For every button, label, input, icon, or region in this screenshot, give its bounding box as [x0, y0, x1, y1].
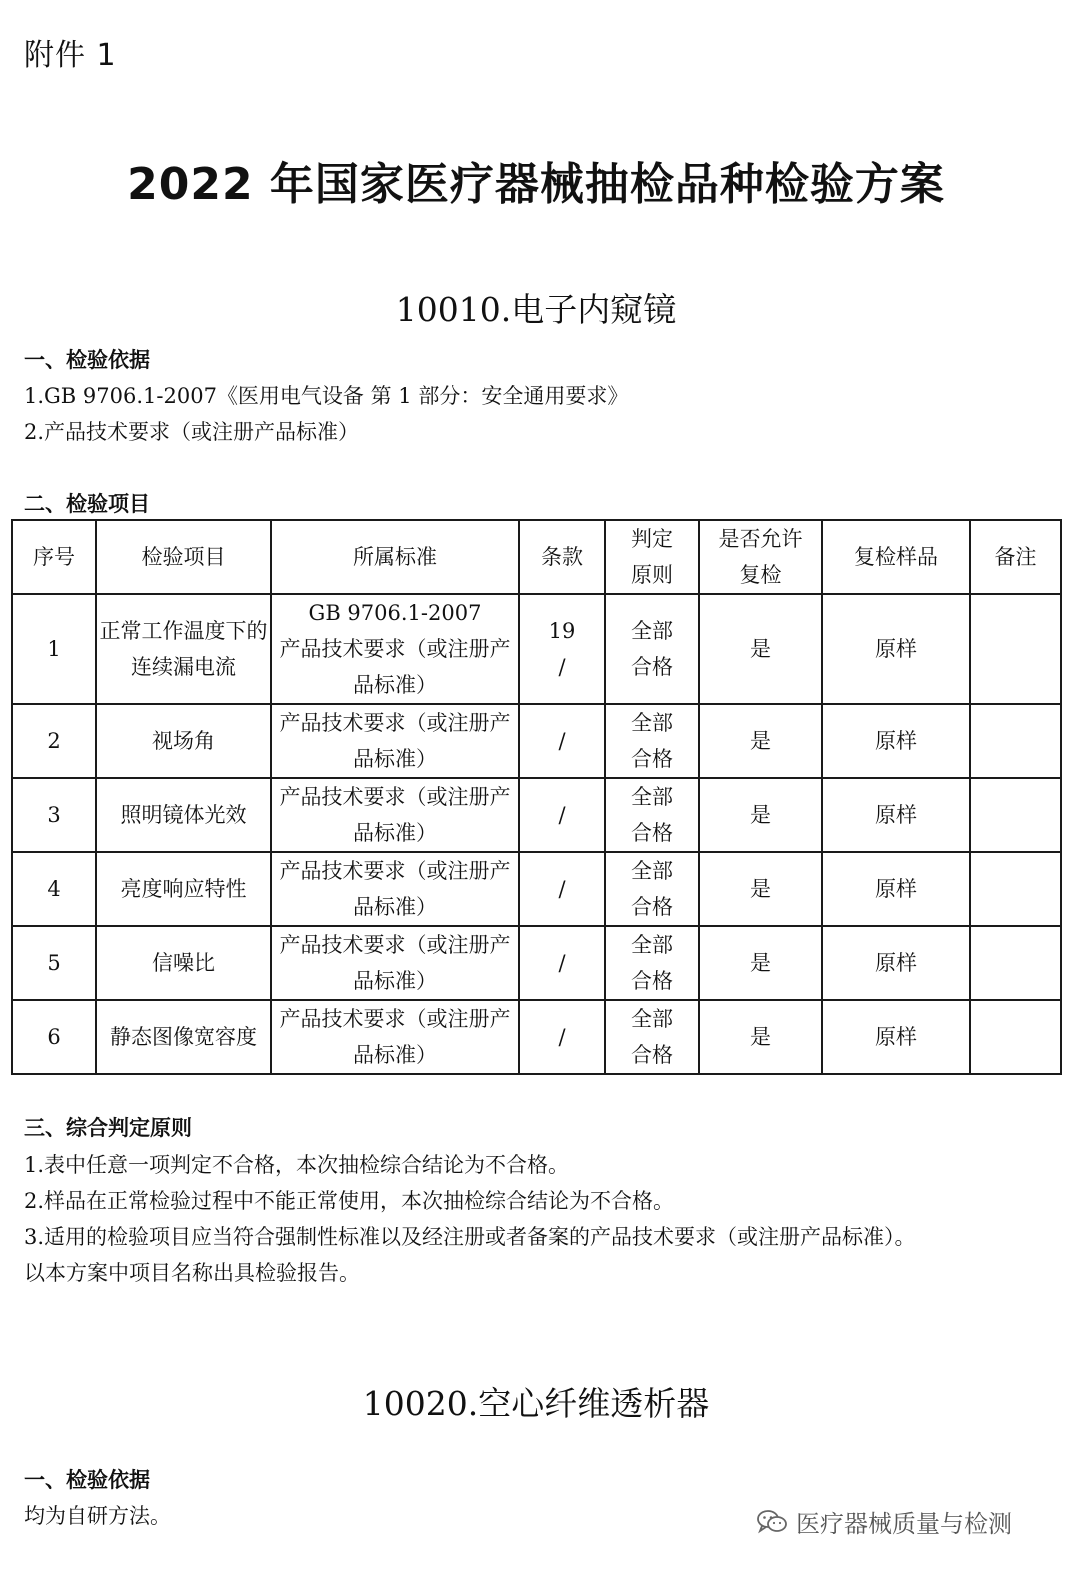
header-standard: 所属标准 — [271, 520, 519, 594]
header-judgement-line-1: 判定 — [631, 527, 673, 551]
cell-clause — [519, 594, 605, 704]
attachment-label: 附件 1 — [24, 38, 117, 73]
inspection-items-table — [11, 519, 1062, 1075]
cell-judgement-line: 合格 — [631, 821, 673, 845]
cell-standard: 产品技术要求（或注册产品标准） — [271, 1000, 519, 1074]
cell-no: 6 — [12, 1000, 96, 1074]
cell-judgement — [605, 778, 699, 852]
cell-item: 视场角 — [96, 704, 271, 778]
principle-3: 3.适用的检验项目应当符合强制性标准以及经注册或者备案的产品技术要求（或注册产品标准）。 — [24, 1225, 916, 1249]
header-no: 序号 — [12, 520, 96, 594]
cell-recheck: 是 — [699, 1000, 822, 1074]
cell-sample: 原样 — [822, 778, 970, 852]
header-recheck-line-2: 复检 — [739, 563, 782, 587]
cell-judgement-line: 全部 — [631, 785, 673, 809]
table-row — [12, 778, 1061, 852]
cell-clause-line: / — [558, 655, 566, 679]
cell-standard: 产品技术要求（或注册产品标准） — [271, 704, 519, 778]
watermark — [756, 1504, 1012, 1539]
basis-heading-2: 一、检验依据 — [24, 1468, 150, 1492]
cell-item: 亮度响应特性 — [96, 852, 271, 926]
items-heading: 二、检验项目 — [24, 492, 150, 516]
header-clause: 条款 — [519, 520, 605, 594]
header-item: 检验项目 — [96, 520, 271, 594]
cell-recheck: 是 — [699, 778, 822, 852]
wechat-icon — [756, 1509, 788, 1535]
cell-standard-line: 产品技术要求（或注册产品标准） — [279, 637, 511, 697]
cell-clause: / — [519, 926, 605, 1000]
cell-no: 4 — [12, 852, 96, 926]
cell-item: 正常工作温度下的连续漏电流 — [96, 594, 271, 704]
cell-remark — [970, 594, 1061, 704]
cell-remark — [970, 1000, 1061, 1074]
table-row — [12, 852, 1061, 926]
cell-judgement-line: 合格 — [631, 1043, 673, 1067]
basis-item-1: 1.GB 9706.1-2007《医用电气设备 第 1 部分：安全通用要求》 — [24, 384, 629, 408]
table-row — [12, 926, 1061, 1000]
cell-item: 信噪比 — [96, 926, 271, 1000]
cell-remark — [970, 852, 1061, 926]
cell-judgement — [605, 704, 699, 778]
cell-standard: 产品技术要求（或注册产品标准） — [271, 852, 519, 926]
cell-recheck: 是 — [699, 852, 822, 926]
cell-no: 3 — [12, 778, 96, 852]
cell-judgement-line: 合格 — [631, 969, 673, 993]
document-title: 2022 年国家医疗器械抽检品种检验方案 — [127, 159, 945, 210]
table-row — [12, 704, 1061, 778]
cell-judgement-line: 全部 — [631, 711, 673, 735]
basis-heading: 一、检验依据 — [24, 348, 150, 372]
cell-judgement — [605, 1000, 699, 1074]
cell-remark — [970, 704, 1061, 778]
header-recheck — [699, 520, 822, 594]
cell-standard: 产品技术要求（或注册产品标准） — [271, 926, 519, 1000]
cell-remark — [970, 778, 1061, 852]
cell-clause-line: 19 — [548, 619, 576, 643]
cell-recheck: 是 — [699, 704, 822, 778]
cell-clause: / — [519, 1000, 605, 1074]
cell-standard: 产品技术要求（或注册产品标准） — [271, 778, 519, 852]
header-judgement-line-2: 原则 — [631, 563, 673, 587]
cell-no: 5 — [12, 926, 96, 1000]
principle-1: 1.表中任意一项判定不合格，本次抽检综合结论为不合格。 — [24, 1153, 570, 1177]
cell-judgement-line: 全部 — [631, 933, 673, 957]
header-recheck-line-1: 是否允许 — [718, 527, 803, 551]
cell-clause: / — [519, 778, 605, 852]
cell-judgement-line: 全部 — [631, 859, 673, 883]
basis-item-2: 2.产品技术要求（或注册产品标准） — [24, 420, 360, 444]
table-header-row — [12, 520, 1061, 594]
table-row — [12, 1000, 1061, 1074]
cell-no: 1 — [12, 594, 96, 704]
product-title-10020: 10020.空心纤维透析器 — [362, 1384, 710, 1423]
cell-judgement-line: 全部 — [631, 1007, 673, 1031]
cell-item: 静态图像宽容度 — [96, 1000, 271, 1074]
cell-judgement-line: 合格 — [631, 655, 673, 679]
principle-2: 2.样品在正常检验过程中不能正常使用，本次抽检综合结论为不合格。 — [24, 1189, 675, 1213]
cell-judgement-line: 全部 — [631, 619, 673, 643]
principle-4: 以本方案中项目名称出具检验报告。 — [24, 1261, 360, 1285]
basis-text-2: 均为自研方法。 — [24, 1504, 171, 1528]
cell-sample: 原样 — [822, 704, 970, 778]
cell-judgement — [605, 852, 699, 926]
cell-judgement-line: 合格 — [631, 747, 673, 771]
cell-judgement-line: 合格 — [631, 895, 673, 919]
cell-clause: / — [519, 704, 605, 778]
cell-recheck: 是 — [699, 594, 822, 704]
header-remark: 备注 — [970, 520, 1061, 594]
header-sample: 复检样品 — [822, 520, 970, 594]
product-title-10010: 10010.电子内窥镜 — [395, 290, 677, 329]
cell-sample: 原样 — [822, 926, 970, 1000]
cell-remark — [970, 926, 1061, 1000]
cell-recheck: 是 — [699, 926, 822, 1000]
cell-sample: 原样 — [822, 594, 970, 704]
cell-standard-line: GB 9706.1-2007 — [308, 601, 482, 625]
cell-judgement — [605, 926, 699, 1000]
cell-clause: / — [519, 852, 605, 926]
cell-judgement — [605, 594, 699, 704]
cell-standard — [271, 594, 519, 704]
principles-heading: 三、综合判定原则 — [24, 1116, 192, 1140]
table-row — [12, 594, 1061, 704]
cell-no: 2 — [12, 704, 96, 778]
cell-sample: 原样 — [822, 1000, 970, 1074]
watermark-text: 医疗器械质量与检测 — [796, 1510, 1012, 1538]
header-judgement — [605, 520, 699, 594]
cell-item: 照明镜体光效 — [96, 778, 271, 852]
cell-sample: 原样 — [822, 852, 970, 926]
